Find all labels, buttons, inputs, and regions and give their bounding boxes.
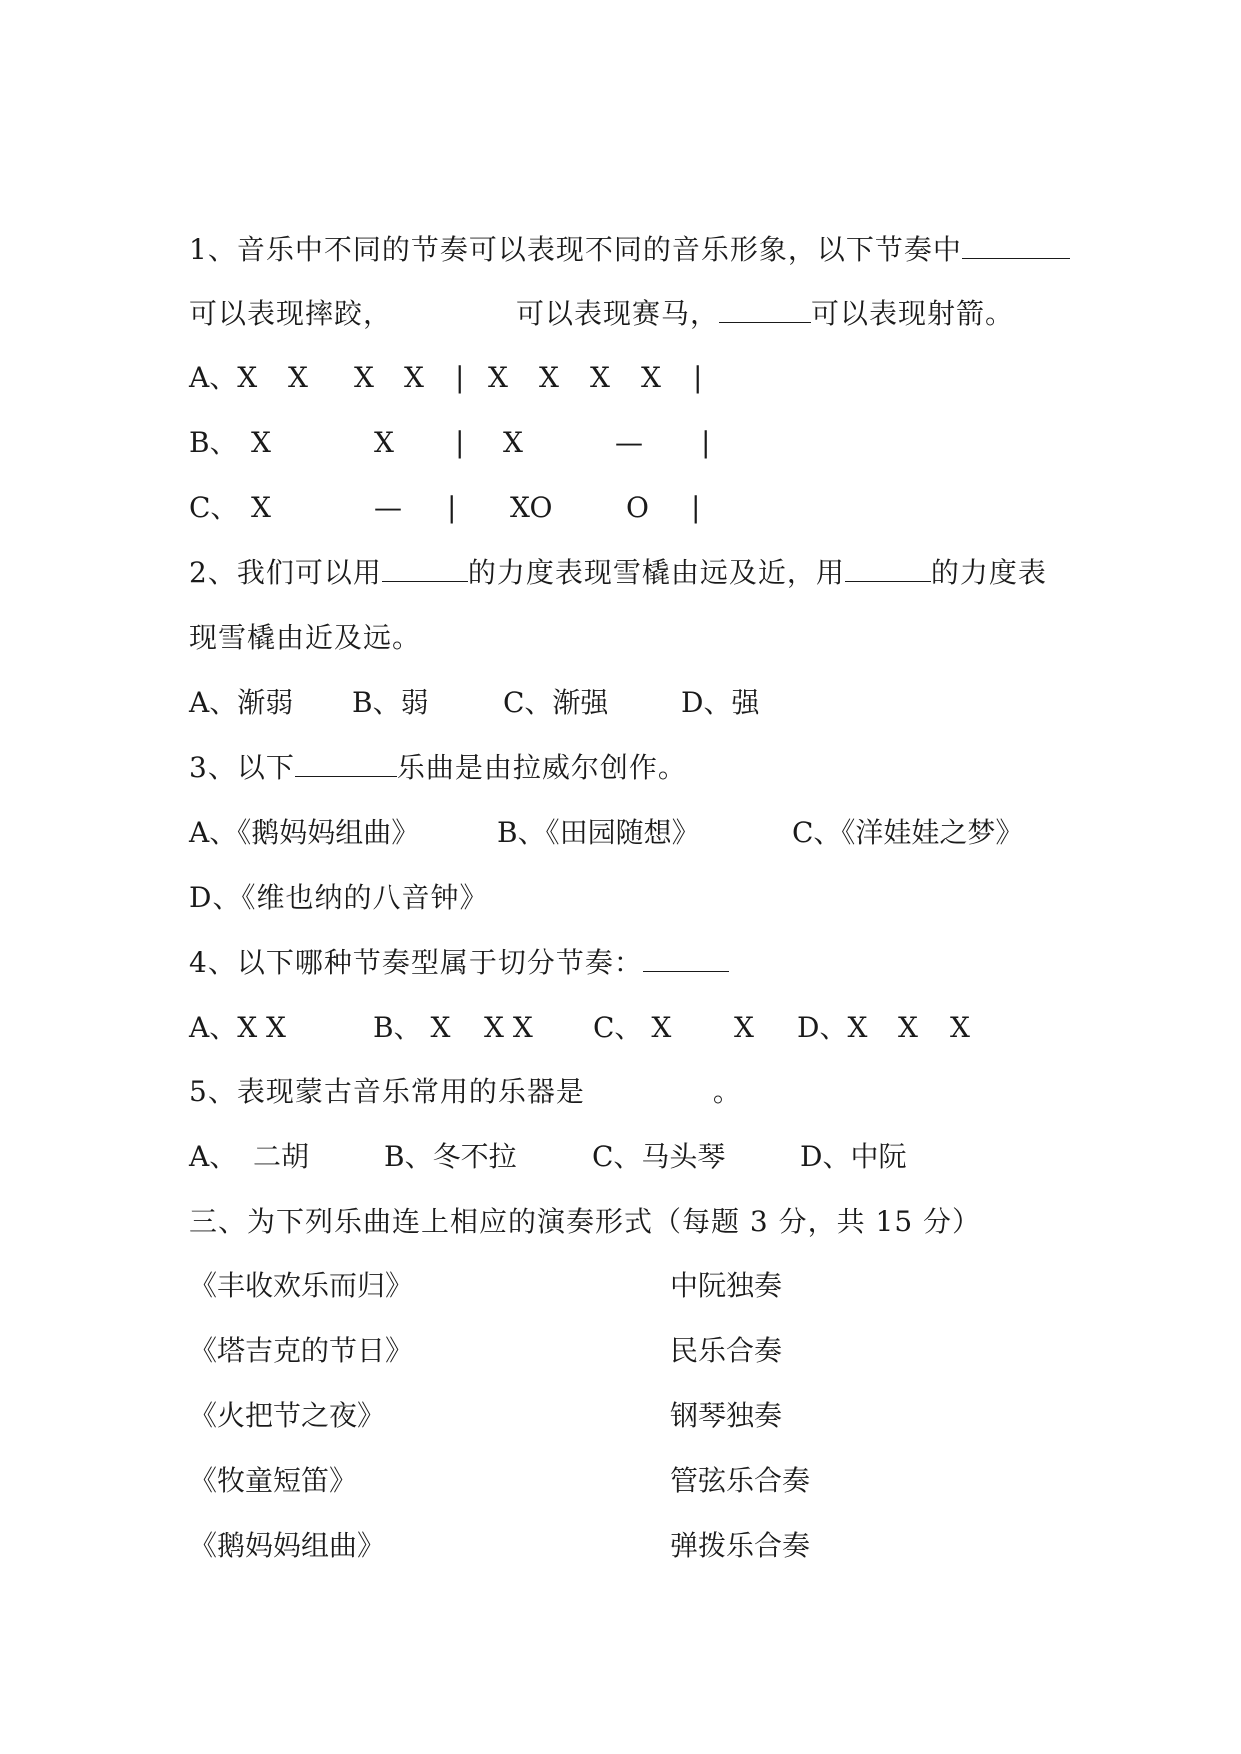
q1-a-1: X — [288, 361, 308, 394]
q4-option-c[interactable]: C、 X — [593, 1011, 672, 1044]
q1-b-2: X — [374, 426, 394, 459]
q4-option-d-note3: X — [950, 1011, 970, 1044]
q2-blank-1[interactable] — [382, 553, 468, 582]
q1-option-a — [0, 358, 1241, 398]
q1-b-bar-2: | — [701, 426, 711, 459]
match-row — [0, 1396, 1241, 1436]
q1-text-horse: 可以表现赛马， — [516, 297, 720, 330]
q1-a-0: A、X — [189, 361, 258, 394]
q2-line2 — [189, 618, 421, 658]
q1-line2 — [189, 294, 1014, 334]
match-form[interactable]: 民乐合奏 — [670, 1334, 783, 1367]
q1-b-4: X — [503, 426, 523, 459]
match-piece[interactable]: 《火把节之夜》 — [189, 1399, 386, 1432]
q1-c-dash: — — [374, 491, 402, 524]
q1-b-label: B、 — [189, 426, 238, 459]
q3-stem-b: 乐曲是由拉威尔创作。 — [396, 751, 687, 784]
q2-stem-b: 的力度表现雪橇由远及近，用 — [467, 556, 845, 589]
match-row — [0, 1266, 1241, 1306]
q3-blank[interactable] — [295, 748, 397, 777]
q3-line3 — [189, 878, 488, 918]
section3-heading — [189, 1202, 981, 1242]
q3-option-c[interactable]: C、《洋娃娃之梦》 — [792, 816, 1024, 849]
q5-period: 。 — [712, 1075, 742, 1108]
match-row — [0, 1461, 1241, 1501]
q1-a-3: X — [404, 361, 424, 394]
q3-line1 — [189, 748, 687, 788]
q1-blank-1[interactable] — [962, 230, 1070, 259]
q3-option-d[interactable]: D、《维也纳的八音钟》 — [189, 881, 489, 914]
q5-option-a-label[interactable]: A、 — [189, 1140, 238, 1173]
q3-option-a[interactable]: A、《鹅妈妈组曲》 — [189, 816, 420, 849]
q1-c-1: X — [251, 491, 271, 524]
match-piece[interactable]: 《塔吉克的节日》 — [189, 1334, 414, 1367]
q4-option-c-notes: X — [734, 1011, 754, 1044]
q5-option-b[interactable]: B、冬不拉 — [384, 1140, 517, 1173]
q1-text-wrestling: 可以表现摔跤， — [189, 297, 393, 330]
q5-option-d[interactable]: D、中阮 — [800, 1140, 907, 1173]
q2-stem-a: 2、我们可以用 — [189, 556, 382, 589]
q2-stem-d: 现雪橇由近及远。 — [189, 621, 422, 654]
match-form[interactable]: 弹拨乐合奏 — [670, 1529, 811, 1562]
q5-line1 — [189, 1072, 742, 1112]
match-form[interactable]: 管弦乐合奏 — [670, 1464, 811, 1497]
q1-line1 — [189, 230, 1070, 270]
q5-options — [0, 1137, 1241, 1177]
q1-a-6: X — [539, 361, 559, 394]
match-piece[interactable]: 《丰收欢乐而归》 — [189, 1269, 414, 1302]
q1-text-archery: 可以表现射箭。 — [811, 297, 1015, 330]
match-form[interactable]: 中阮独奏 — [670, 1269, 783, 1302]
q4-options — [0, 1008, 1241, 1048]
q1-option-c — [0, 488, 1241, 528]
q1-c-4: XO — [510, 491, 553, 524]
q1-a-8: X — [641, 361, 661, 394]
q5-stem: 5、表现蒙古音乐常用的乐器是 — [189, 1075, 585, 1108]
match-piece[interactable]: 《牧童短笛》 — [189, 1464, 358, 1497]
q1-c-label: C、 — [189, 491, 239, 524]
q4-option-d[interactable]: D、X — [797, 1011, 868, 1044]
q2-options — [0, 683, 1241, 723]
q2-option-a[interactable]: A、渐弱 — [189, 686, 294, 719]
q1-c-bar-2: | — [691, 491, 701, 524]
match-row — [0, 1331, 1241, 1371]
q4-blank[interactable] — [643, 943, 729, 972]
q1-c-5: O — [626, 491, 649, 524]
section3-title: 三、为下列乐曲连上相应的演奏形式（每题 3 分，共 15 分） — [189, 1205, 982, 1238]
q2-option-c[interactable]: C、渐强 — [503, 686, 609, 719]
q3-option-b[interactable]: B、《田园随想》 — [497, 816, 700, 849]
match-row — [0, 1526, 1241, 1566]
q1-a-7: X — [590, 361, 610, 394]
q1-a-bar-1: | — [455, 361, 465, 394]
q2-option-d[interactable]: D、强 — [681, 686, 760, 719]
q4-option-d-note2: X — [898, 1011, 918, 1044]
q1-b-bar-1: | — [455, 426, 465, 459]
q2-option-b[interactable]: B、弱 — [352, 686, 429, 719]
q4-option-a[interactable]: A、X X — [189, 1011, 286, 1044]
q1-a-5: X — [488, 361, 508, 394]
q3-stem-a: 3、以下 — [189, 751, 295, 784]
q2-stem-c: 的力度表 — [930, 556, 1047, 589]
q1-c-bar-1: | — [447, 491, 457, 524]
q1-a-2: X — [354, 361, 374, 394]
match-piece[interactable]: 《鹅妈妈组曲》 — [189, 1529, 386, 1562]
q1-blank-3[interactable] — [719, 294, 811, 323]
q3-options — [0, 813, 1241, 853]
q4-line1 — [189, 943, 729, 983]
q2-blank-2[interactable] — [845, 553, 931, 582]
q5-option-c[interactable]: C、马头琴 — [592, 1140, 726, 1173]
q4-stem: 4、以下哪种节奏型属于切分节奏： — [189, 946, 643, 979]
q4-option-b-notes: X X — [484, 1011, 533, 1044]
q1-stem: 1、音乐中不同的节奏可以表现不同的音乐形象，以下节奏中 — [189, 233, 962, 266]
q1-b-dash: — — [615, 426, 643, 459]
match-form[interactable]: 钢琴独奏 — [670, 1399, 783, 1432]
q1-b-1: X — [251, 426, 271, 459]
q5-option-a[interactable]: 二胡 — [253, 1140, 310, 1173]
q1-a-bar-2: | — [693, 361, 703, 394]
q1-option-b — [0, 423, 1241, 463]
q4-option-b[interactable]: B、 X — [373, 1011, 451, 1044]
q2-line1 — [189, 553, 1047, 593]
